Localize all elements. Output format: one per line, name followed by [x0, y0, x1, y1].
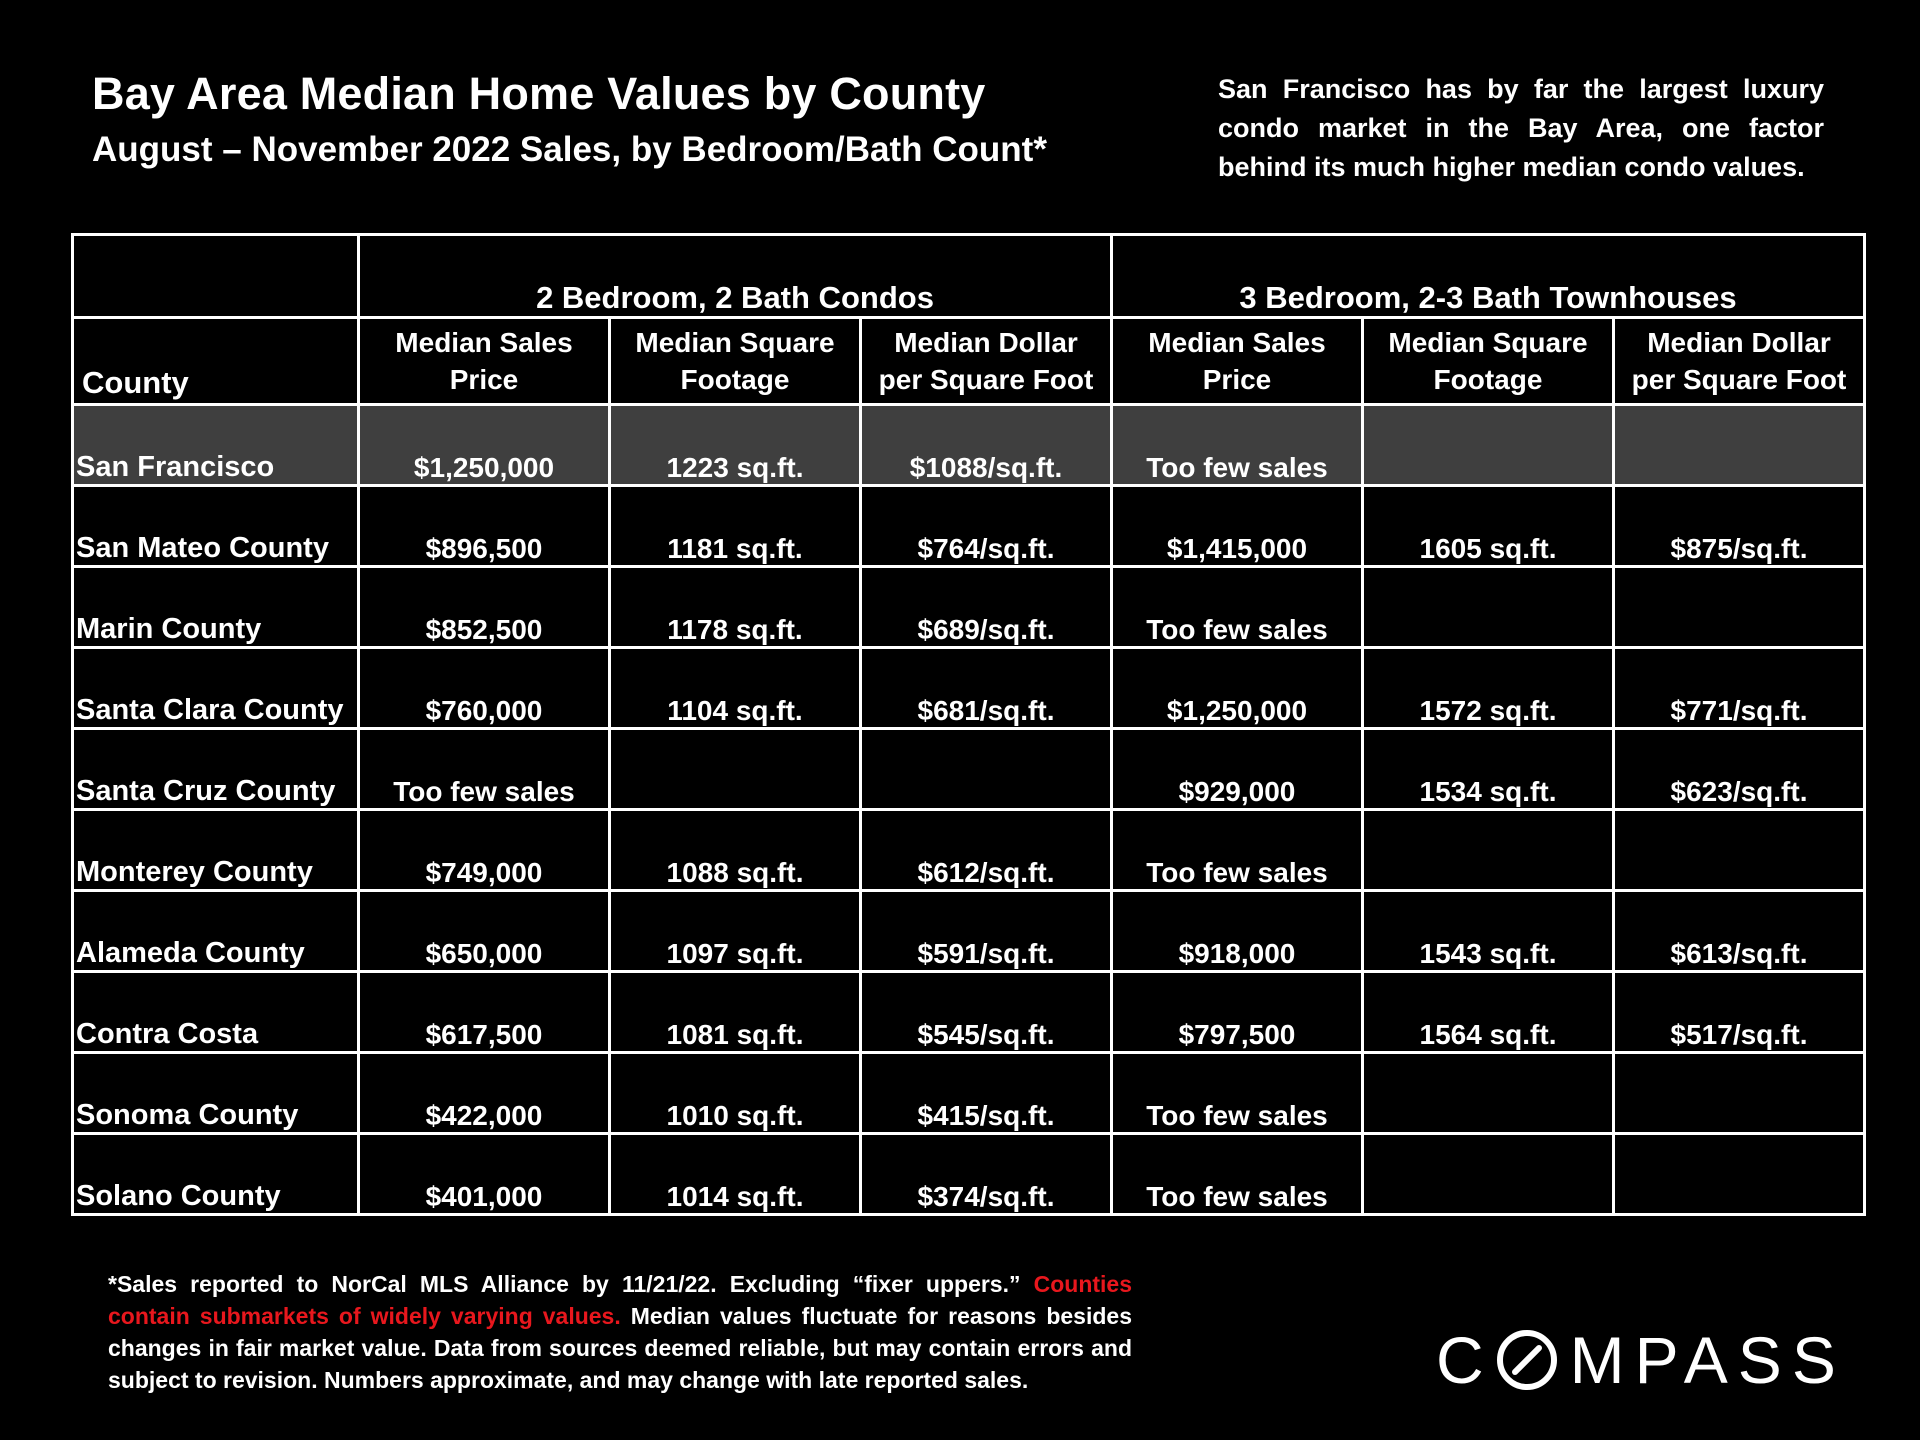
header-line: per Square Foot — [878, 364, 1094, 395]
group-header-condos: 2 Bedroom, 2 Bath Condos — [359, 235, 1112, 318]
table-row — [73, 405, 1865, 486]
condo-ppsf-cell — [861, 729, 1112, 810]
condo-ppsf-cell: $1088/sq.ft. — [861, 405, 1112, 486]
table-row — [73, 567, 1865, 648]
townhouse-sqft-cell: 1543 sq.ft. — [1363, 891, 1614, 972]
page-subtitle: August – November 2022 Sales, by Bedroom/Bath Count* — [92, 130, 1047, 169]
county-cell: Monterey County — [73, 810, 359, 891]
header-line: Footage — [1433, 364, 1543, 395]
townhouse-ppsf-cell — [1614, 405, 1865, 486]
condo-sqft-cell — [610, 729, 861, 810]
header-line: Median Dollar — [1647, 327, 1831, 358]
header-line: Median Square — [635, 327, 835, 358]
county-cell: Alameda County — [73, 891, 359, 972]
table-row — [73, 648, 1865, 729]
condo-sqft-cell: 1081 sq.ft. — [610, 972, 861, 1053]
table-row — [73, 891, 1865, 972]
compass-logo — [1436, 1322, 1846, 1398]
townhouse-ppsf-cell: $613/sq.ft. — [1614, 891, 1865, 972]
table-row — [73, 729, 1865, 810]
condo-ppsf-cell: $374/sq.ft. — [861, 1134, 1112, 1215]
group-header-townhouses: 3 Bedroom, 2-3 Bath Townhouses — [1112, 235, 1865, 318]
footnote-highlight: Counties contain submarkets of widely varying values. — [108, 1271, 1132, 1329]
county-cell: Sonoma County — [73, 1053, 359, 1134]
condo-price-cell: $749,000 — [359, 810, 610, 891]
condo-ppsf-cell: $415/sq.ft. — [861, 1053, 1112, 1134]
county-cell: San Francisco — [73, 405, 359, 486]
townhouse-price-cell: Too few sales — [1112, 567, 1363, 648]
condo-sqft-cell: 1010 sq.ft. — [610, 1053, 861, 1134]
header-line: Median Dollar — [894, 327, 1078, 358]
county-cell: Marin County — [73, 567, 359, 648]
column-header-condo-ppsf — [861, 318, 1112, 405]
county-values-table — [71, 233, 1866, 1216]
townhouse-price-cell: Too few sales — [1112, 405, 1363, 486]
townhouse-price-cell: $797,500 — [1112, 972, 1363, 1053]
table-row — [73, 810, 1865, 891]
footnote-text-continued: Median values fluctuate for reasons besides changes in fair market value. Data from sources deemed reliable, but may contain errors and subject to revision. Numbers approximate, and may change with late reported sales. — [108, 1303, 1132, 1393]
condo-price-cell: $896,500 — [359, 486, 610, 567]
condo-ppsf-cell: $591/sq.ft. — [861, 891, 1112, 972]
townhouse-sqft-cell: 1605 sq.ft. — [1363, 486, 1614, 567]
blank-corner-cell — [73, 235, 359, 318]
townhouse-sqft-cell — [1363, 810, 1614, 891]
column-header-condo-price — [359, 318, 610, 405]
column-header-th-ppsf — [1614, 318, 1865, 405]
header-line: Median Square — [1388, 327, 1588, 358]
townhouse-price-cell: $929,000 — [1112, 729, 1363, 810]
townhouse-price-cell: $918,000 — [1112, 891, 1363, 972]
county-cell: Solano County — [73, 1134, 359, 1215]
condo-price-cell: $617,500 — [359, 972, 610, 1053]
condo-sqft-cell: 1104 sq.ft. — [610, 648, 861, 729]
table-row — [73, 972, 1865, 1053]
townhouse-sqft-cell: 1564 sq.ft. — [1363, 972, 1614, 1053]
footnote-text: *Sales reported to NorCal MLS Alliance by 11/21/22. Excluding “fixer uppers.” — [108, 1271, 1034, 1297]
header-line: Median Sales — [395, 327, 573, 358]
header-line: Footage — [680, 364, 790, 395]
condo-sqft-cell: 1088 sq.ft. — [610, 810, 861, 891]
group-header-row — [73, 235, 1865, 318]
townhouse-sqft-cell — [1363, 1134, 1614, 1215]
townhouse-sqft-cell: 1572 sq.ft. — [1363, 648, 1614, 729]
logo-text-end: MPASS — [1569, 1323, 1846, 1397]
townhouse-ppsf-cell: $771/sq.ft. — [1614, 648, 1865, 729]
header-line: per Square Foot — [1631, 364, 1847, 395]
header-line: Median Sales — [1148, 327, 1326, 358]
column-header-th-price — [1112, 318, 1363, 405]
condo-price-cell: $422,000 — [359, 1053, 610, 1134]
condo-price-cell: $650,000 — [359, 891, 610, 972]
townhouse-price-cell: Too few sales — [1112, 1134, 1363, 1215]
table-row — [73, 486, 1865, 567]
condo-ppsf-cell: $545/sq.ft. — [861, 972, 1112, 1053]
townhouse-ppsf-cell: $623/sq.ft. — [1614, 729, 1865, 810]
condo-ppsf-cell: $689/sq.ft. — [861, 567, 1112, 648]
condo-sqft-cell: 1223 sq.ft. — [610, 405, 861, 486]
column-header-county: County — [73, 318, 359, 405]
condo-price-cell: $401,000 — [359, 1134, 610, 1215]
townhouse-ppsf-cell: $875/sq.ft. — [1614, 486, 1865, 567]
county-cell: Santa Clara County — [73, 648, 359, 729]
townhouse-ppsf-cell — [1614, 810, 1865, 891]
condo-price-cell: $852,500 — [359, 567, 610, 648]
header-line: Price — [1202, 364, 1272, 395]
condo-sqft-cell: 1097 sq.ft. — [610, 891, 861, 972]
condo-price-cell: $1,250,000 — [359, 405, 610, 486]
condo-ppsf-cell: $612/sq.ft. — [861, 810, 1112, 891]
logo-text-start: C — [1436, 1323, 1494, 1397]
townhouse-ppsf-cell — [1614, 567, 1865, 648]
county-cell: Santa Cruz County — [73, 729, 359, 810]
column-header-th-sqft — [1363, 318, 1614, 405]
footnote — [108, 1268, 1132, 1396]
townhouse-ppsf-cell: $517/sq.ft. — [1614, 972, 1865, 1053]
townhouse-price-cell: Too few sales — [1112, 810, 1363, 891]
column-header-row — [73, 318, 1865, 405]
townhouse-sqft-cell: 1534 sq.ft. — [1363, 729, 1614, 810]
header-line: Price — [449, 364, 519, 395]
townhouse-sqft-cell — [1363, 1053, 1614, 1134]
condo-ppsf-cell: $681/sq.ft. — [861, 648, 1112, 729]
county-cell: Contra Costa — [73, 972, 359, 1053]
compass-o-icon — [1494, 1327, 1560, 1393]
townhouse-price-cell: $1,250,000 — [1112, 648, 1363, 729]
side-note: San Francisco has by far the largest luxury condo market in the Bay Area, one factor behind its much higher median condo values. — [1218, 74, 1824, 182]
column-header-condo-sqft — [610, 318, 861, 405]
page-title: Bay Area Median Home Values by County — [92, 68, 986, 119]
townhouse-sqft-cell — [1363, 405, 1614, 486]
townhouse-price-cell: Too few sales — [1112, 1053, 1363, 1134]
condo-ppsf-cell: $764/sq.ft. — [861, 486, 1112, 567]
townhouse-ppsf-cell — [1614, 1134, 1865, 1215]
table-row — [73, 1134, 1865, 1215]
condo-sqft-cell: 1181 sq.ft. — [610, 486, 861, 567]
condo-sqft-cell: 1178 sq.ft. — [610, 567, 861, 648]
townhouse-price-cell: $1,415,000 — [1112, 486, 1363, 567]
condo-price-cell: Too few sales — [359, 729, 610, 810]
condo-sqft-cell: 1014 sq.ft. — [610, 1134, 861, 1215]
table-row — [73, 1053, 1865, 1134]
county-cell: San Mateo County — [73, 486, 359, 567]
condo-price-cell: $760,000 — [359, 648, 610, 729]
townhouse-ppsf-cell — [1614, 1053, 1865, 1134]
townhouse-sqft-cell — [1363, 567, 1614, 648]
